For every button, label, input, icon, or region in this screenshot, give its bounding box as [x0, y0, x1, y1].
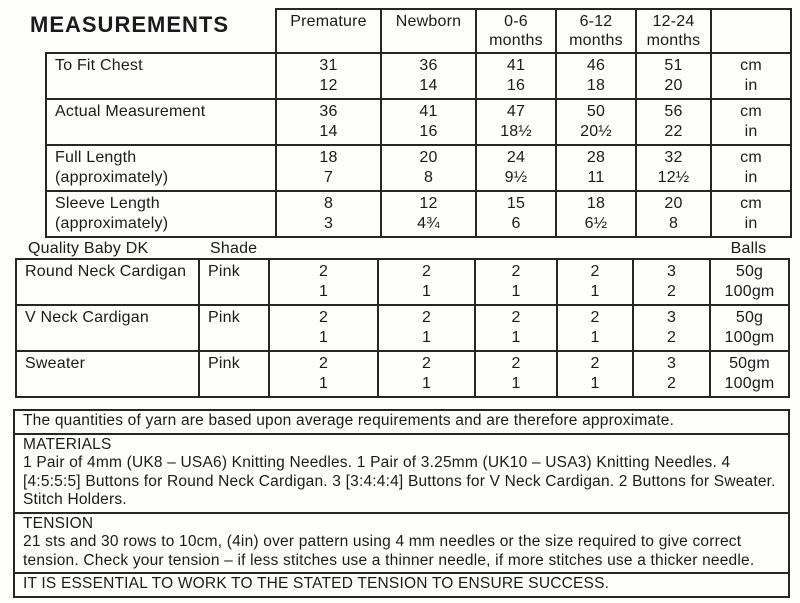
unit-cm: cm: [740, 103, 762, 120]
tension-title: TENSION: [23, 514, 94, 532]
value-in: 3: [323, 215, 334, 232]
balls-50g: 2: [318, 309, 329, 326]
ball-size-cell: [710, 351, 789, 397]
value-cm: 51: [664, 57, 683, 74]
balls-100g: 1: [511, 283, 521, 300]
balls-100g: 2: [666, 375, 677, 392]
measurement-cell: [556, 53, 636, 99]
balls-cell: [269, 259, 378, 305]
shade-value: Pink: [208, 355, 240, 372]
value-cm: 24: [506, 149, 526, 166]
value-in: 7: [323, 169, 334, 186]
balls-cell: [557, 305, 633, 351]
balls-cell: [378, 351, 475, 397]
row-sublabel: (approximately): [55, 215, 169, 232]
balls-50g: 3: [666, 309, 677, 326]
value-cm: 32: [664, 149, 683, 166]
materials-body: 1 Pair of 4mm (UK8 – USA6) Knitting Needles. 1 Pair of 3.25mm (UK10 – USA3) Knitting Needles. 4 [4:5:5:5] Buttons for Round Neck Cardigan. 3 [3:4:4:4] Buttons for V Neck Cardigan. 2 Buttons for Sweater. Stitch Holders.: [23, 454, 776, 508]
unit-in: in: [744, 169, 758, 186]
yarn-shade-label: Shade: [210, 240, 258, 257]
balls-100g: 2: [666, 329, 677, 346]
measurement-cell: [556, 145, 636, 191]
units-cell: [711, 191, 791, 237]
balls-50g: 2: [318, 263, 329, 280]
balls-cell: [269, 305, 378, 351]
value-cm: 15: [506, 195, 526, 212]
balls-50g: 3: [666, 263, 677, 280]
unit-in: in: [744, 77, 758, 94]
measurement-cell: [636, 145, 711, 191]
measurement-cell: [636, 99, 711, 145]
measurement-cell: [556, 99, 636, 145]
value-in: 12½: [657, 169, 690, 186]
ball-size-50: 50gm: [729, 355, 770, 372]
size-column-header: 12-24 months: [636, 9, 711, 53]
value-in: 22: [664, 123, 683, 140]
shade-cell: [199, 351, 269, 397]
value-in: 16: [419, 123, 438, 140]
balls-100g: 1: [511, 329, 521, 346]
row-label: Full Length: [55, 149, 137, 166]
measurement-cell: [476, 191, 556, 237]
value-in: 18: [586, 77, 606, 94]
row-label: Actual Measurement: [55, 103, 206, 120]
value-in: 20½: [580, 123, 612, 140]
balls-100g: 1: [511, 375, 521, 392]
balls-100g: 2: [666, 283, 677, 300]
value-in: 14: [419, 77, 438, 94]
garment-cell: [16, 305, 199, 351]
balls-cell: [557, 351, 633, 397]
balls-cell: [475, 259, 557, 305]
value-in: 12: [319, 77, 338, 94]
unit-cm: cm: [740, 57, 762, 74]
balls-100g: 1: [590, 329, 600, 346]
value-cm: 36: [419, 57, 438, 74]
shade-cell: [199, 305, 269, 351]
balls-100g: 1: [318, 329, 329, 346]
balls-50g: 3: [666, 355, 677, 372]
units-column-header: [711, 9, 791, 53]
ball-size-50: 50g: [735, 309, 764, 326]
balls-50g: 2: [318, 355, 329, 372]
table-row: [46, 145, 791, 191]
row-label: To Fit Chest: [55, 57, 143, 74]
balls-50g: 2: [590, 263, 600, 280]
balls-50g: 2: [590, 355, 600, 372]
measurement-cell: [476, 145, 556, 191]
materials-title: MATERIALS: [23, 435, 112, 453]
table-row: [46, 99, 791, 145]
units-cell: [711, 53, 791, 99]
row-label-cell: [46, 145, 276, 191]
measurement-cell: [276, 145, 381, 191]
value-in: 6½: [584, 215, 608, 232]
ball-size-100: 100gm: [724, 283, 775, 300]
balls-cell: [378, 259, 475, 305]
value-cm: 18: [586, 195, 606, 212]
balls-cell: [269, 351, 378, 397]
approximate-note: The quantities of yarn are based upon average requirements and are therefore approximate.: [23, 412, 675, 429]
size-column-header: Premature: [276, 9, 381, 53]
balls-100g: 1: [590, 283, 600, 300]
unit-cm: cm: [740, 149, 762, 166]
value-cm: 20: [664, 195, 683, 212]
row-sublabel: (approximately): [55, 169, 169, 186]
measurement-cell: [636, 53, 711, 99]
tension-section: [15, 512, 788, 573]
yarn-balls-label: Balls: [730, 240, 767, 257]
ball-size-100: 100gm: [724, 329, 775, 346]
value-in: 8: [423, 169, 434, 186]
balls-50g: 2: [511, 309, 521, 326]
ball-size-cell: [710, 259, 789, 305]
value-cm: 56: [664, 103, 683, 120]
ball-size-50: 50g: [735, 263, 764, 280]
shade-value: Pink: [208, 263, 240, 280]
value-in: 8: [668, 215, 679, 232]
units-cell: [711, 99, 791, 145]
measurement-cell: [556, 191, 636, 237]
shade-value: Pink: [208, 309, 240, 326]
notes-box: [13, 409, 790, 598]
essential-note: IT IS ESSENTIAL TO WORK TO THE STATED TENSION TO ENSURE SUCCESS.: [15, 572, 788, 596]
balls-cell: [475, 351, 557, 397]
size-column-header: 6-12 months: [556, 9, 636, 53]
units-cell: [711, 145, 791, 191]
balls-100g: 1: [318, 283, 329, 300]
value-in: 9½: [504, 169, 528, 186]
measurement-cell: [381, 53, 476, 99]
table-row: [16, 351, 789, 397]
table-row: [16, 259, 789, 305]
garment-cell: [16, 259, 199, 305]
garment-name: Round Neck Cardigan: [25, 263, 187, 280]
measurement-cell: [636, 191, 711, 237]
table-row: [46, 53, 791, 99]
row-label-cell: [46, 99, 276, 145]
value-cm: 41: [419, 103, 438, 120]
value-cm: 36: [319, 103, 338, 120]
measurement-cell: [276, 191, 381, 237]
value-in: 20: [664, 77, 683, 94]
value-cm: 8: [323, 195, 334, 212]
measurement-cell: [476, 53, 556, 99]
value-cm: 18: [319, 149, 338, 166]
yarn-quality-label: Quality Baby DK: [28, 240, 149, 257]
balls-cell: [633, 351, 710, 397]
yarn-table: [15, 258, 790, 398]
balls-100g: 1: [421, 329, 432, 346]
balls-100g: 1: [318, 375, 329, 392]
ball-size-100: 100gm: [724, 375, 775, 392]
garment-name: Sweater: [25, 355, 86, 372]
measurement-cell: [381, 99, 476, 145]
value-in: 4¾: [417, 215, 440, 232]
value-cm: 41: [506, 57, 526, 74]
value-in: 6: [511, 215, 521, 232]
value-in: 18½: [500, 123, 532, 140]
balls-50g: 2: [421, 355, 432, 372]
unit-in: in: [744, 123, 758, 140]
value-in: 16: [506, 77, 526, 94]
value-cm: 28: [586, 149, 606, 166]
materials-section: [15, 433, 788, 512]
ball-size-cell: [710, 305, 789, 351]
value-cm: 12: [419, 195, 438, 212]
balls-cell: [633, 305, 710, 351]
value-cm: 46: [586, 57, 606, 74]
balls-100g: 1: [590, 375, 600, 392]
unit-cm: cm: [740, 195, 762, 212]
balls-cell: [633, 259, 710, 305]
measurement-cell: [276, 99, 381, 145]
balls-100g: 1: [421, 283, 432, 300]
page-title: MEASUREMENTS: [30, 12, 230, 37]
measurements-table: [45, 8, 792, 238]
balls-50g: 2: [590, 309, 600, 326]
measurement-cell: [381, 191, 476, 237]
value-in: 11: [587, 169, 605, 186]
balls-cell: [475, 305, 557, 351]
table-row: [16, 305, 789, 351]
garment-name: V Neck Cardigan: [25, 309, 149, 326]
row-label-cell: [46, 53, 276, 99]
balls-50g: 2: [421, 309, 432, 326]
row-label-cell: [46, 191, 276, 237]
balls-50g: 2: [511, 355, 521, 372]
unit-in: in: [744, 215, 758, 232]
measurement-cell: [381, 145, 476, 191]
measurement-cell: [276, 53, 381, 99]
value-cm: 50: [586, 103, 606, 120]
balls-100g: 1: [421, 375, 432, 392]
balls-cell: [378, 305, 475, 351]
balls-50g: 2: [511, 263, 521, 280]
shade-cell: [199, 259, 269, 305]
header-spacer-cell: [46, 9, 276, 53]
value-in: 14: [319, 123, 338, 140]
measurement-cell: [476, 99, 556, 145]
garment-cell: [16, 351, 199, 397]
measurements-header-row: [46, 9, 791, 53]
size-column-header: 0-6 months: [476, 9, 556, 53]
value-cm: 47: [506, 103, 526, 120]
value-cm: 31: [319, 57, 338, 74]
value-cm: 20: [419, 149, 438, 166]
row-label: Sleeve Length: [55, 195, 160, 212]
tension-body: 21 sts and 30 rows to 10cm, (4in) over pattern using 4 mm needles or the size required to give correct tension. Check your tension – if less stitches use a thinner needle, if more stitches use a thicker needle.: [23, 533, 755, 569]
size-column-header: Newborn: [381, 9, 476, 53]
balls-50g: 2: [421, 263, 432, 280]
balls-cell: [557, 259, 633, 305]
table-row: [46, 191, 791, 237]
